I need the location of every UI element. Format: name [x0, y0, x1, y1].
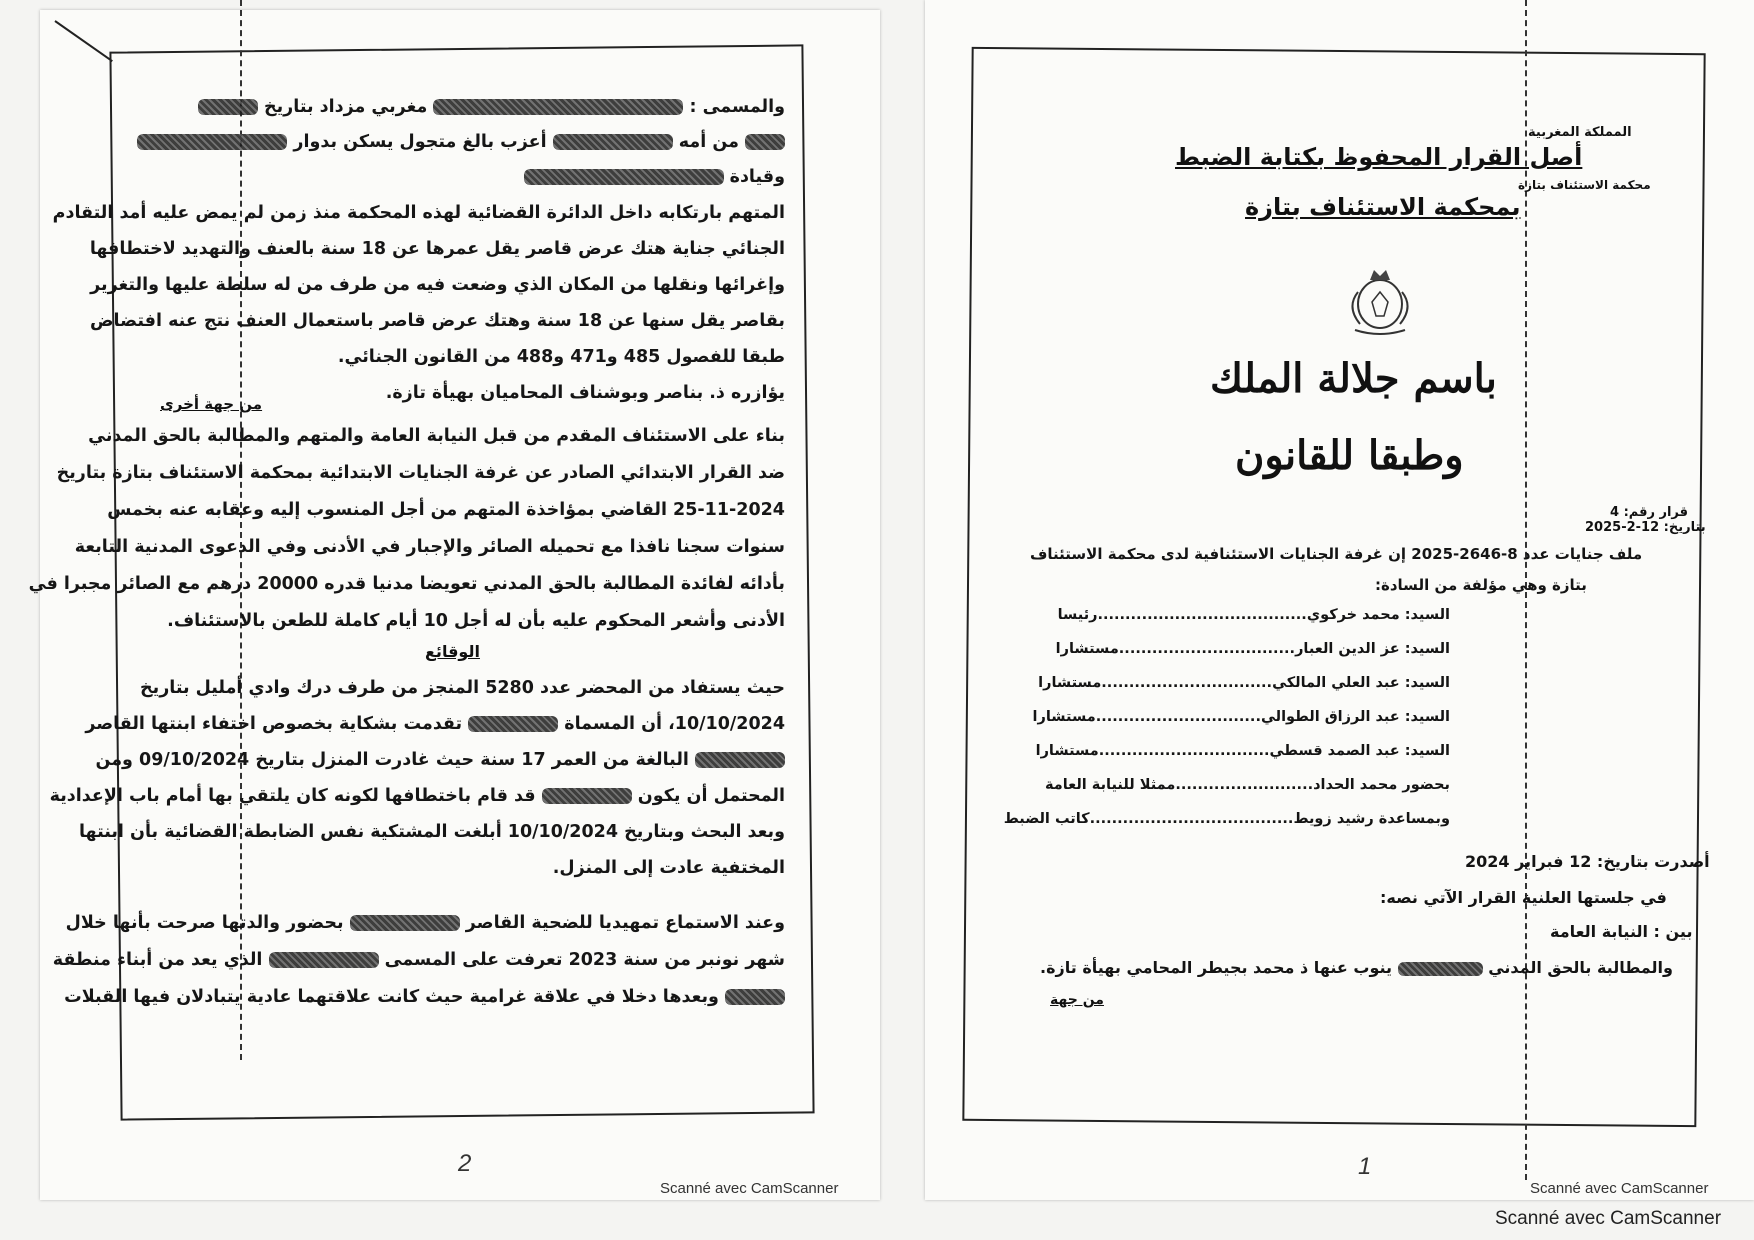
kingdom-label: المملكة المغربية [1528, 125, 1632, 140]
footer-scanner-label: Scanné avec CamScanner [1495, 1208, 1722, 1229]
panel-member: وبمساعدة رشيد زويط.....................................كاتب الضبط [1003, 811, 1450, 827]
hearing-paragraph: وعند الاستماع تمهيديا للضحية القاصر بحضور والدتها صرحت بأنها خلال شهر نونبر من سنة 2023 تعرفت على المسمى الذي يعد من أبناء منطقة وبعدها دخلا في علاقة غرامية حيث كانت علاقتهما عادية يتبادلان فيها القبلات [52, 913, 785, 1007]
original-title-line2: بمحكمة الاستئناف بتازة [1245, 193, 1521, 221]
in-name-of-king: باسم جلالة الملك [1210, 355, 1497, 402]
public-session: في جلستها العلنية القرار الآتي نصه: [1380, 888, 1667, 907]
decision-date: بتاريخ: 12-2-2025 [1585, 520, 1706, 535]
left-page-number: 2 [458, 1150, 472, 1177]
original-title-line1: أصل القرار المحفوظ بكتابة الضبط [1175, 143, 1583, 171]
facts-heading: الوقائع [425, 642, 480, 661]
case-file-line: ملف جنايات عدد 8-2646-2025 إن غرفة الجنايات الاستئنافية لدى محكمة الاستئناف [1030, 545, 1643, 563]
decision-number: قرار رقم: 4 [1610, 505, 1689, 520]
appeal-paragraph: بناء على الاستئناف المقدم من قبل النيابة العامة والمتهم والمطالبة بالحق المدني ضد القرار الابتدائي الصادر عن غرفة الجنايات الابتدائية بمحكمة الاستئناف بتازة بتاريخ 25-11-2024 القاضي بمؤاخذة المتهم من أجل المنسوب إليه وعقابه عنه بخمس سنوات سجنا نافذا مع تحميله الصائر والإجبار في الأدنى وفي الدعوى المدنية التابعة بأدائه لفائدة المطالبة بالحق المدني تعويضا مدنيا قدره 20000 درهم مع الصائر مجبرا في الأدنى وأشعر المحكوم عليه بأن له أجل 10 أيام كاملة للطعن بالاستئناف. [28, 426, 785, 631]
issued-date: أصدرت بتاريخ: 12 فبراير 2024 [1465, 852, 1710, 871]
right-scanner-label: Scanné avec CamScanner [1530, 1180, 1709, 1197]
from-side-heading: من جهة [1050, 992, 1104, 1008]
panel-member: السيد: عبد الصمد قسطي...............................مستشارا [1035, 743, 1450, 759]
left-scanner-label: Scanné avec CamScanner [660, 1180, 839, 1197]
right-page-number: 1 [1358, 1153, 1372, 1180]
between-line: بين : النيابة العامة [1550, 922, 1693, 941]
panel-member: السيد: عز الدين العبار................................مستشارا [1055, 641, 1450, 657]
panel-member: السيد: محمد خركوي......................................رئيسا [1057, 607, 1450, 623]
panel-member: بحضور محمد الحداد.........................ممثلا للنيابة العامة [1044, 777, 1450, 793]
other-party-heading: من جهة أخرى [160, 395, 263, 413]
panel-member: السيد: عبد العلي المالكي...............................مستشارا [1038, 675, 1450, 691]
according-to-law: وطبقا للقانون [1235, 432, 1464, 479]
kingdom-emblem-icon [1340, 262, 1420, 337]
court-side-label: محكمة الاستئناف بتازة [1518, 178, 1651, 192]
civil-party-line: والمطالبة بالحق المدني ينوب عنها ذ محمد بجيطر المحامي بهيأة تازة. [1040, 958, 1673, 977]
composition-line: بتازة وهي مؤلفة من السادة: [1375, 576, 1587, 594]
accused-identity: والمسمى : مغربي مزداد بتاريخ من أمه أعزب بالغ متجول يسكن بدوار وقيادة [135, 90, 785, 195]
panel-member: السيد: عبد الرزاق الطوالي..............................مستشارا [1032, 709, 1450, 725]
facts-paragraph: حيث يستفاد من المحضر عدد 5280 المنجز من طرف درك وادي أمليل بتاريخ 10/10/2024، أن المسماة تقدمت بشكاية بخصوص اختفاء ابنتها القاصر البالغة من العمر 17 سنة حيث غادرت المنزل بتاريخ 09/10/2024 ومن المحتمل أن يكون قد قام باختطافها لكونه كان يلتقي بها أمام باب الإعدادية وبعد البحث وبتاريخ 10/10/2024 أبلغت المشتكية نفس الضابطة القضائية بأن ابنتها المختفية عادت إلى المنزل. [49, 678, 785, 878]
charges-paragraph: المتهم بارتكابه داخل الدائرة القضائية لهذه المحكمة منذ زمن لم يمض عليه أمد التقادم الجنائي جناية هتك عرض قاصر يقل عمرها عن 18 سنة بالعنف والتهديد لاختطافها وإغرائها ونقلها من المكان الذي وضعت فيه من طرف من له سلطة عليها والتغرير بقاصر يقل سنها عن 18 سنة وهتك عرض قاصر باستعمال العنف نتج عنه افتضاض طبقا للفصول 485 و471 و488 من القانون الجنائي. يؤازره ذ. بناصر وبوشناف المحاميان بهيأة تازة. [52, 203, 785, 403]
